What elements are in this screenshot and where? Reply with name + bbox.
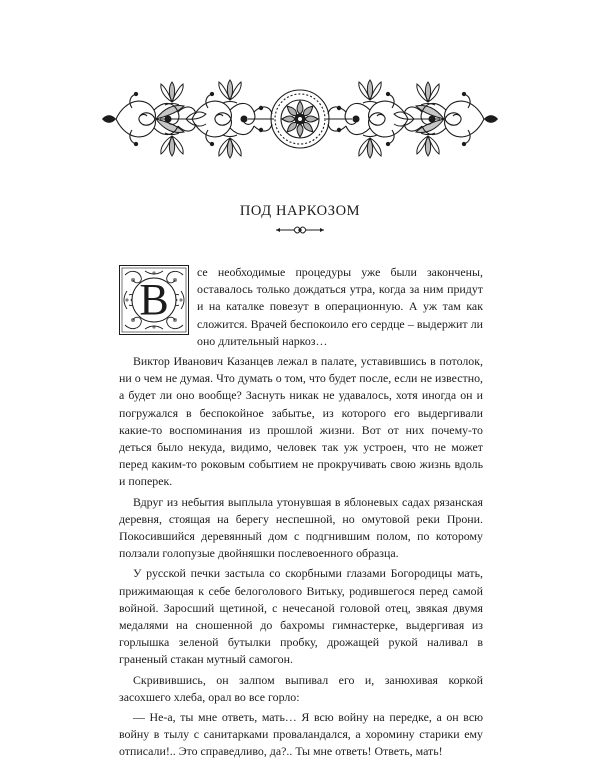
paragraph: се необходимые процедуры уже были закончены, оставалось только дождаться утра, когда за ним придут и на каталке повезут в операционную. А уж там как сложится. Врачей беспокоило его сердце – выдержит ли оно длительный наркоз… [197, 265, 483, 348]
dropcap [119, 265, 189, 335]
dropcap-letter: В [139, 275, 169, 324]
paragraph: У русской печки застыла со скорбными глазами Богородицы мать, прижимающая к себе белоголового Витьку, родившегося перед самой войной. Заросший щетиной, с нечесаной головой отец, звякая двумя медалями на сношенной до бахромы гимнастерке, выдергивая из горлышка зеленой бутылки пробку, дрожащей рукой наливал в граненый стакан мутный самогон. [119, 566, 483, 667]
paragraph: Виктор Иванович Казанцев лежал в палате, уставившись в потолок, ни о чем не думая. Что думать о том, что будет после, если не известно, а будет ли оно вообще? Заснуть никак не удавалось, хотя иногда он и погружался в беспокойное забытье, из которого его выдергивали какие-то воспоминания из прошлой жизни. Вот от них почему-то деться было некуда, видимо, человек так уж устроен, что не может перед каким-то роковым событием не прокручивать свою жизнь вдоль и поперек. [119, 354, 483, 489]
paragraph: Скривившись, он залпом выпивал его и, занюхивая коркой засохшего хлеба, орал во все горло: [119, 672, 483, 704]
chapter-title: ПОД НАРКОЗОМ [239, 203, 361, 219]
floral-ornament-icon [98, 78, 502, 160]
paragraph: Вдруг из небытия выплыла утонувшая в яблоневых садах рязанская деревня, стоящая на берегу неспешной, но омутовой реки Прони. Покосившийся деревянный дом с подгнившим полом, по которому ползали голопузые двойняшки послевоенного образца. [119, 494, 483, 561]
chapter-text [119, 264, 483, 761]
paragraph: — Не-а, ты мне ответь, мать… Я всю войну на передке, а он всю войну в тылу с санитарками проваландался, а хоромину старики ему отписали!.. Это справедливо, да?.. Ты мне ответь! Ответь, мать! [119, 710, 483, 759]
title-flourish-icon [274, 224, 326, 236]
